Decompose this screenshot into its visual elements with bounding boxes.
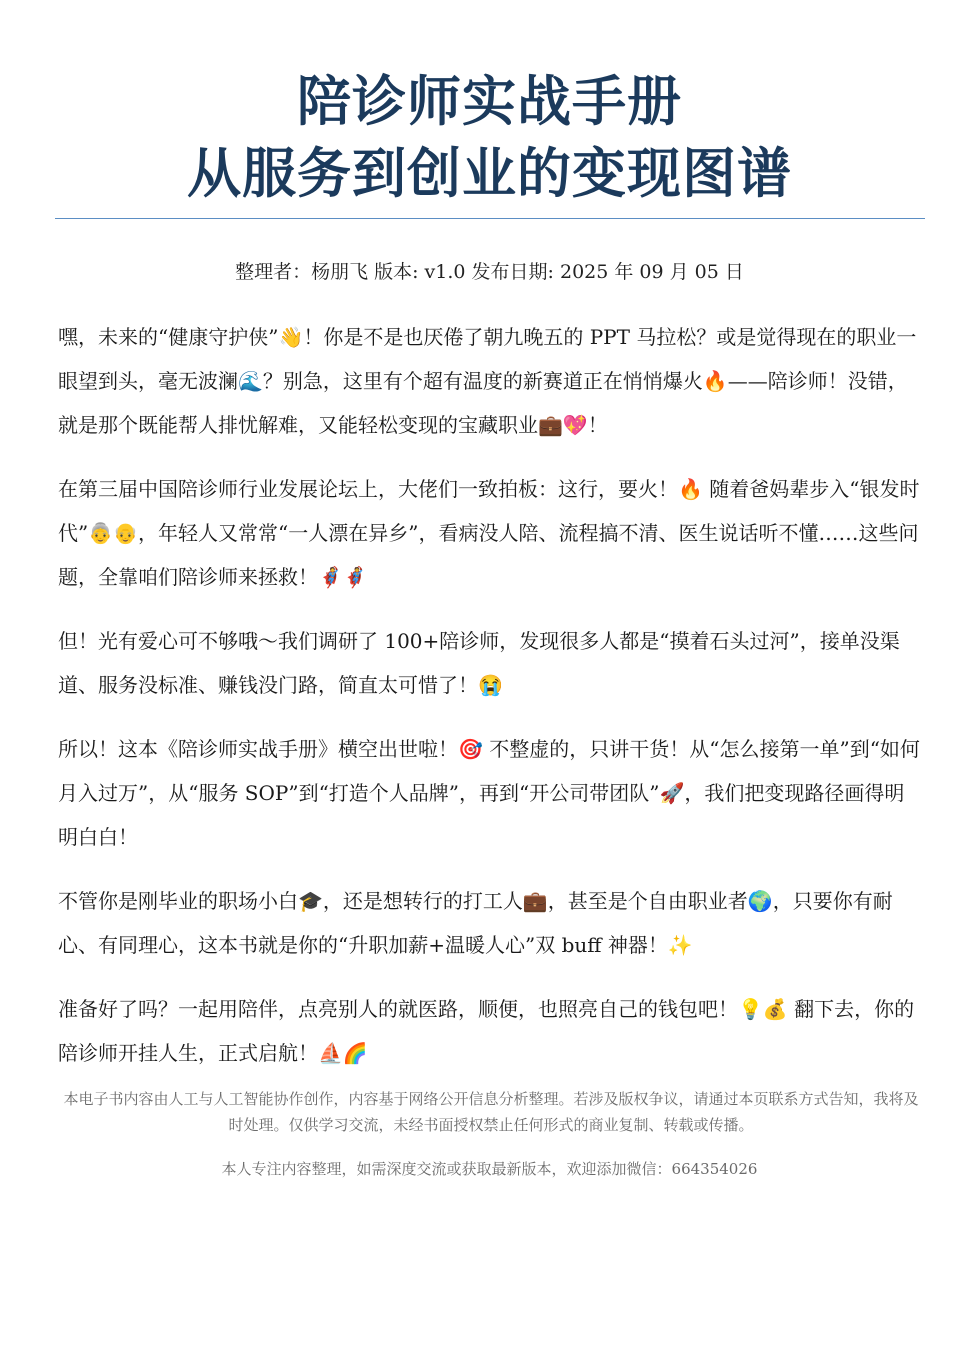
intro-body — [58, 315, 924, 1095]
paragraph-2: 在第三届中国陪诊师行业发展论坛上，大佬们一致拍板：这行，要火！🔥 随着爸妈辈步入“银发时代”👵👴，年轻人又常常“一人漂在异乡”，看病没人陪、流程搞不清、医生说话听不懂……这些问题，全靠咱们陪诊师来拯救！🦸🦸 — [58, 477, 920, 589]
paragraph-6: 准备好了吗？一起用陪伴，点亮别人的就医路，顺便，也照亮自己的钱包吧！💡💰 翻下去，你的陪诊师开挂人生，正式启航！⛵🌈 — [58, 997, 915, 1065]
title-divider — [55, 218, 925, 219]
document-meta: 整理者：杨朋飞 版本: v1.0 发布日期: 2025 年 09 月 05 日 — [235, 261, 744, 283]
document-title — [0, 66, 979, 210]
title-line-1: 陪诊师实战手册 — [297, 70, 682, 133]
paragraph-5: 不管你是刚毕业的职场小白🎓，还是想转行的打工人💼，甚至是个自由职业者🌍，只要你有耐心、有同理心，这本书就是你的“升职加薪+温暖人心”双 buff 神器！✨ — [58, 889, 893, 957]
paragraph-1: 嘿，未来的“健康守护侠”👋！你是不是也厌倦了朝九晚五的 PPT 马拉松？或是觉得现在的职业一眼望到头，毫无波澜🌊？别急，这里有个超有温度的新赛道正在悄悄爆火🔥——陪诊师！没错，就是那个既能帮人排忧解难，又能轻松变现的宝藏职业💼💖！ — [58, 325, 917, 437]
paragraph-4: 所以！这本《陪诊师实战手册》横空出世啦！🎯 不整虚的，只讲干货！从“怎么接第一单”到“如何月入过万”，从“服务 SOP”到“打造个人品牌”，再到“开公司带团队”🚀，我们把变现路径画得明明白白！ — [58, 737, 920, 849]
copyright-disclaimer: 本电子书内容由人工与人工智能协作创作，内容基于网络公开信息分析整理。若涉及版权争议，请通过本页联系方式告知，我将及时处理。仅供学习交流，未经书面授权禁止任何形式的商业复制、转载或传播。 — [63, 1090, 919, 1134]
paragraph-3: 但！光有爱心可不够哦～我们调研了 100+陪诊师，发现很多人都是“摸着石头过河”，接单没渠道、服务没标准、赚钱没门路，简直太可惜了！😭 — [58, 629, 900, 697]
title-line-2: 从服务到创业的变现图谱 — [187, 142, 792, 205]
contact-line: 本人专注内容整理，如需深度交流或获取最新版本，欢迎添加微信：664354026 — [221, 1160, 758, 1178]
